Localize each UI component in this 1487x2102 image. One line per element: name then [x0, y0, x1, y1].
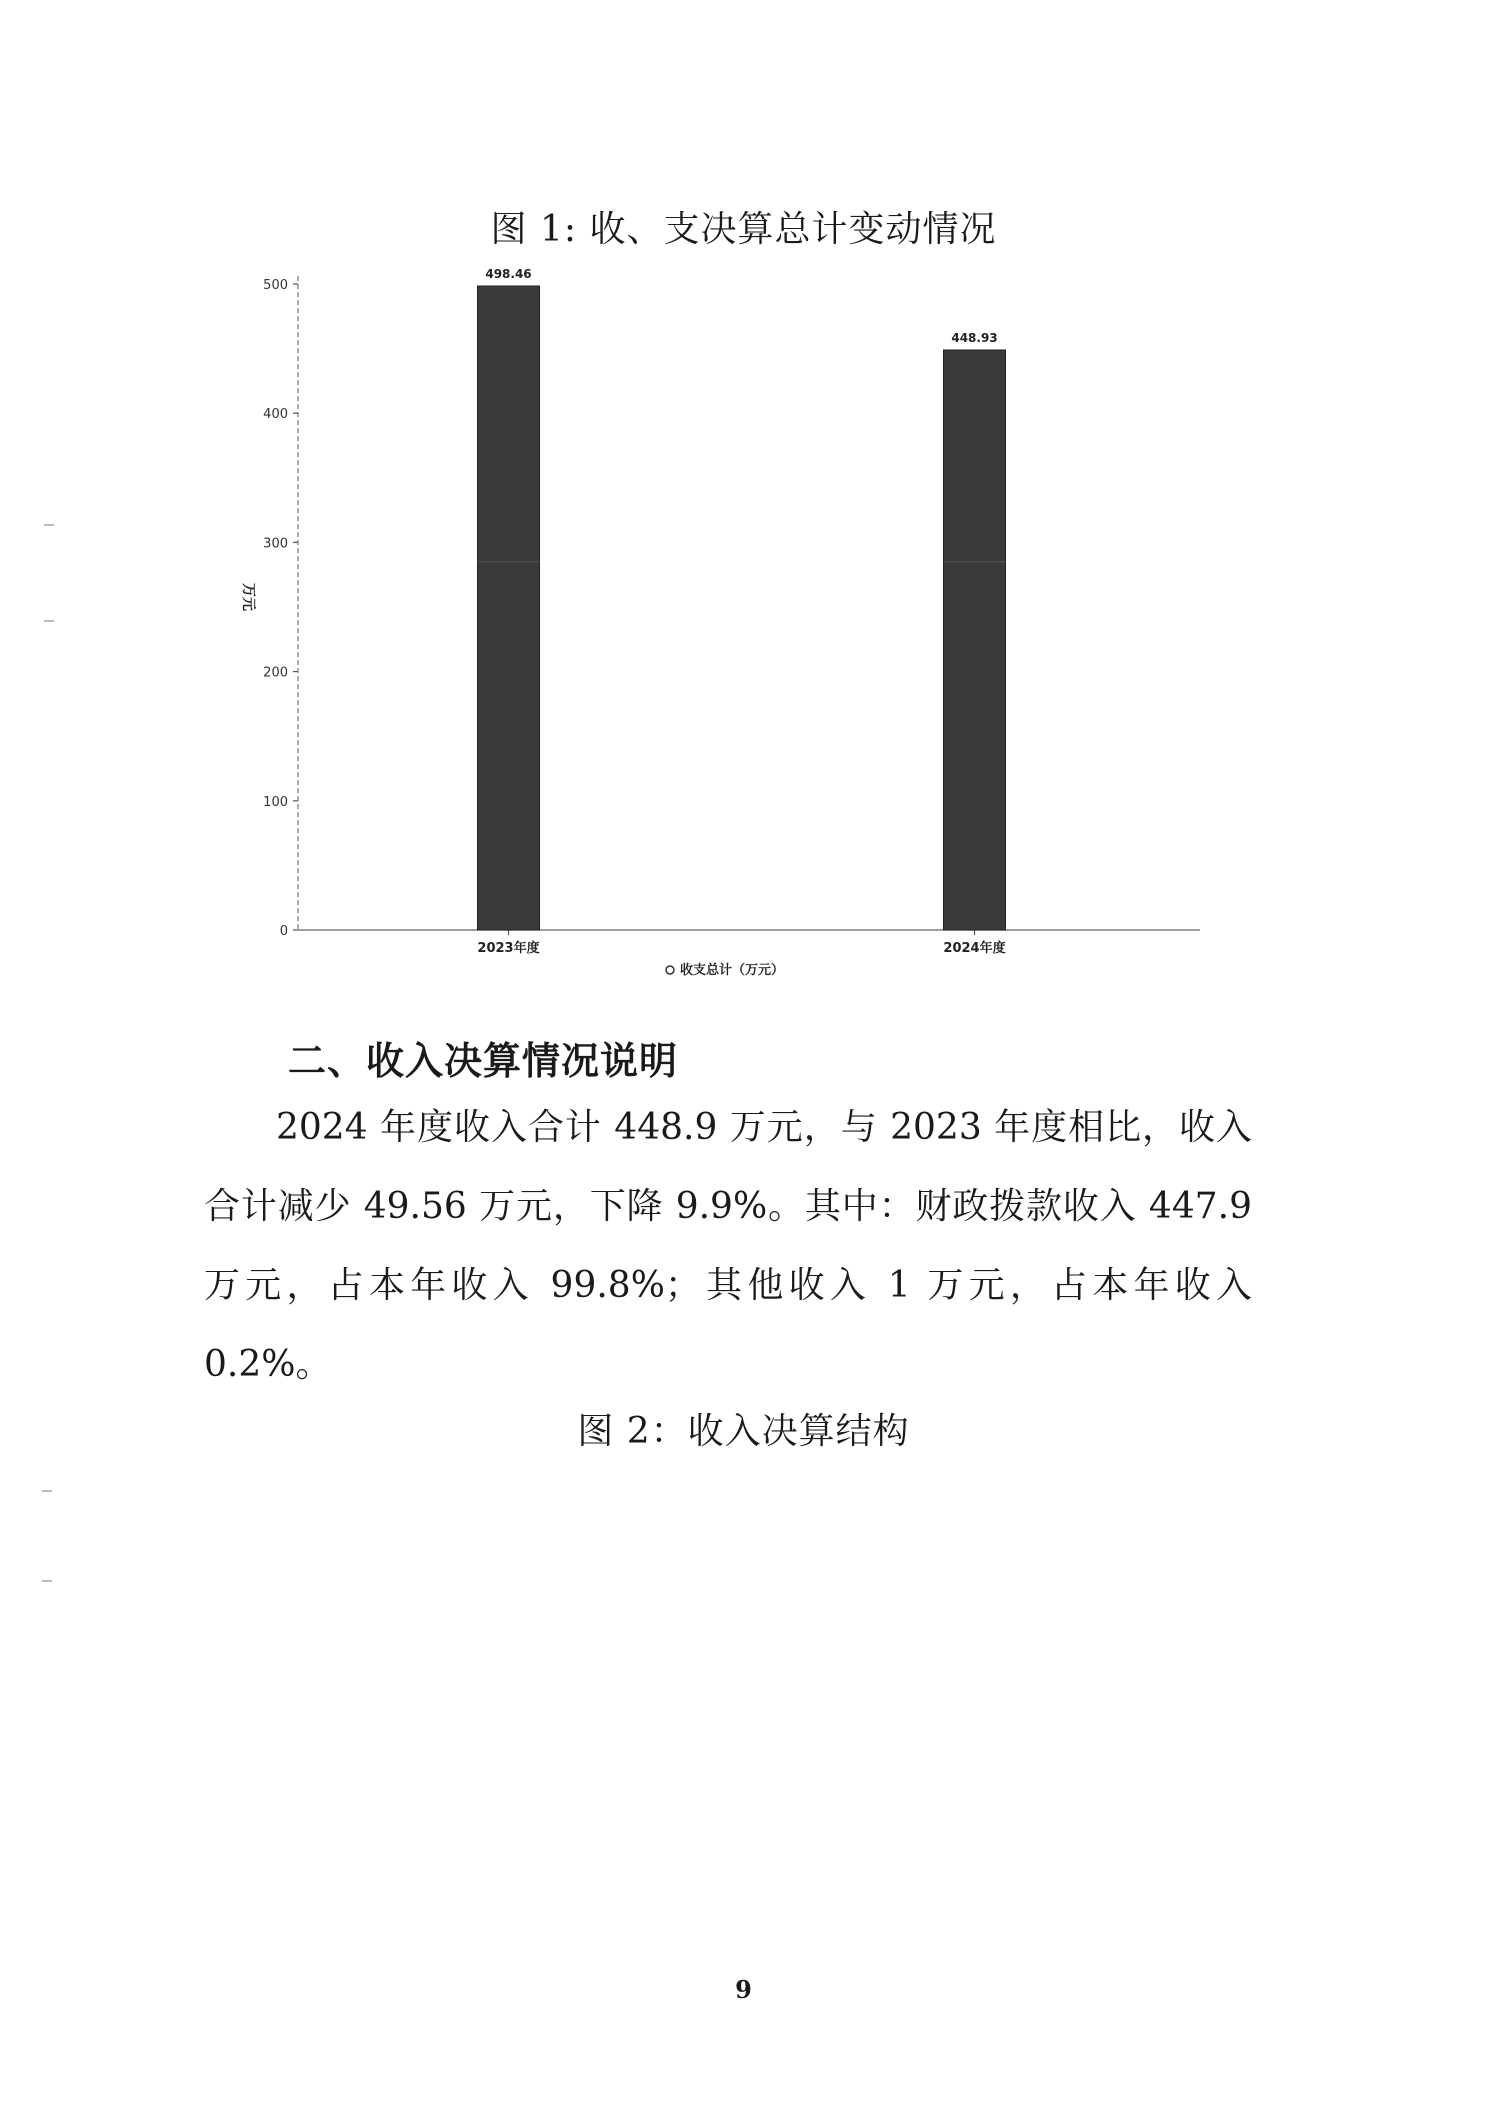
- x-axis: [298, 930, 1200, 956]
- body-paragraph: 2024 年度收入合计 448.9 万元，与 2023 年度相比，收入合计减少 49.56 万元，下降 9.9%。其中：财政拨款收入 447.9 万元，占本年收入 99.8%；其他收入 1 万元，占本年收入 0.2%。: [204, 1107, 1252, 1385]
- y-axis: [240, 276, 298, 939]
- y-tick-label: 0: [279, 924, 288, 939]
- y-tick-label: 400: [263, 407, 288, 423]
- y-tick-label: 300: [263, 536, 288, 552]
- legend-label: 收支总计（万元）: [680, 963, 785, 978]
- x-tick-label: 2024年度: [943, 941, 1006, 956]
- legend-marker: [666, 966, 674, 974]
- y-tick-label: 100: [263, 794, 288, 810]
- figure-1-caption: 图 1: 收、支决算总计变动情况: [490, 209, 997, 250]
- bar-chart: [230, 262, 1220, 1002]
- scan-mark: [42, 1580, 52, 1582]
- y-tick-label: 200: [263, 665, 288, 681]
- bar: [944, 350, 1006, 930]
- data-label: 448.93: [951, 330, 998, 345]
- y-axis-label: 万元: [240, 583, 256, 611]
- figure-2-caption: 图 2：收入决算结构: [577, 1411, 910, 1452]
- bars: [478, 267, 1006, 930]
- scan-mark: [44, 524, 54, 526]
- bar: [478, 286, 540, 930]
- chart-legend: [666, 962, 784, 978]
- data-label: 498.46: [485, 266, 532, 281]
- x-tick-label: 2023年度: [477, 941, 540, 956]
- bar-chart-svg: [230, 262, 1220, 1002]
- y-tick-label: 500: [263, 278, 288, 293]
- scan-mark: [44, 620, 54, 622]
- section-heading: 二、收入决算情况说明: [288, 1039, 679, 1083]
- page-number: 9: [735, 1975, 752, 2004]
- scan-mark: [42, 1490, 52, 1492]
